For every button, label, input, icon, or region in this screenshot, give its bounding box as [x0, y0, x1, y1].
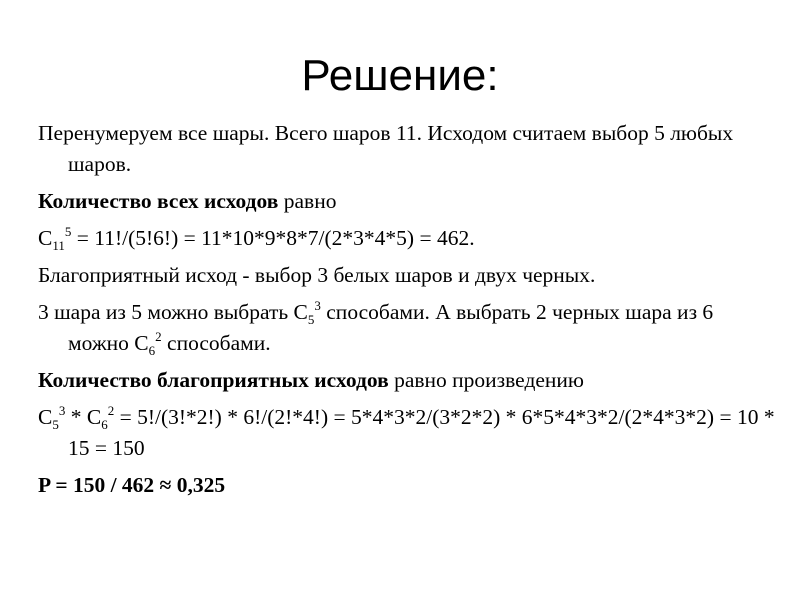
ways-sup-1: 3 [314, 298, 321, 313]
ways-sub-1: 5 [307, 312, 315, 327]
product-sup-1: 3 [58, 403, 66, 418]
product-sup-2: 2 [107, 403, 115, 418]
product-sub-1: 5 [52, 417, 59, 432]
total-outcomes-label: Количество всех исходов [38, 189, 279, 213]
slide-title: Решение: [301, 51, 499, 100]
paragraph-numbering [38, 118, 778, 180]
product-text-a: C [38, 405, 53, 429]
paragraph-favorable-outcome [38, 260, 778, 291]
numbering-text: Перенумеруем все шары. Всего шаров 11. Исходом считаем выбор 5 любых шаров. [38, 121, 734, 176]
formula-total-rest: = 11!/(5!6!) = 11*10*9*8*7/(2*3*4*5) = 462. [71, 226, 475, 250]
paragraph-total-formula [38, 223, 778, 254]
ways-text-b: способами. А выбрать 2 черных шара из 6 можно C [68, 300, 714, 355]
favorable-count-label: Количество благоприятных исходов [38, 368, 389, 392]
ways-text-a: 3 шара из 5 можно выбрать C [38, 300, 308, 324]
product-text-c: = 5!/(3!*2!) * 6!/(2!*4!) = 5*4*3*2/(3*2*2) * 6*5*4*3*2/(2*4*3*2) = 10 * 15 = 150 [68, 405, 775, 460]
product-text-b: * C [65, 405, 102, 429]
product-sub-2: 6 [101, 417, 108, 432]
formula-c-sub: 11 [52, 238, 65, 253]
favorable-outcome-text: Благоприятный исход - выбор 3 белых шаров и двух черных. [38, 263, 596, 287]
favorable-count-rest: равно произведению [388, 368, 584, 392]
total-outcomes-rest: равно [278, 189, 337, 213]
formula-c-sup: 5 [64, 224, 72, 239]
ways-text-c: способами. [161, 331, 271, 355]
paragraph-ways [38, 297, 778, 359]
probability-result: P = 150 / 462 ≈ 0,325 [38, 473, 226, 497]
paragraph-favorable-count [38, 365, 778, 396]
ways-sup-2: 2 [155, 329, 162, 344]
paragraph-probability [38, 470, 778, 501]
paragraph-product-formula [38, 402, 778, 464]
paragraph-total-outcomes [38, 186, 778, 217]
formula-c-lead: C [38, 226, 53, 250]
ways-sub-2: 6 [148, 343, 156, 358]
solution-body [38, 118, 778, 507]
